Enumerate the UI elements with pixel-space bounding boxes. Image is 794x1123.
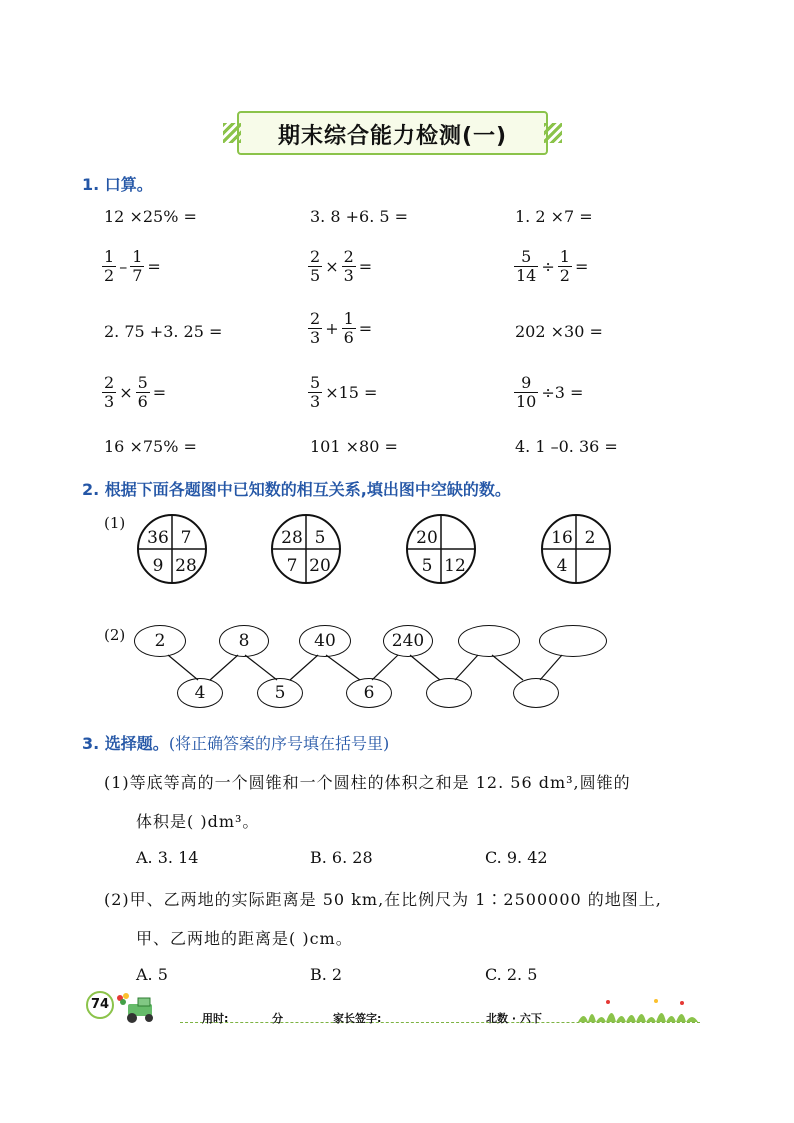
q3-title: 选择题。: [104, 734, 169, 753]
q1-title: 口算。: [104, 175, 153, 194]
fraction: $\frac{1}{6}$: [343, 309, 354, 347]
circle-cell: 9: [152, 556, 164, 576]
q1-item-r5c2: 101 ×80 =: [310, 437, 398, 456]
circle-cell: 4: [556, 556, 568, 576]
fraction: $\frac{1}{7}$: [132, 247, 143, 285]
q1-item-r3c1: 2. 75 +3. 25 =: [104, 322, 223, 341]
q3-item2-line2: 甲、乙两地的距离是( )cm。: [136, 929, 353, 948]
fraction: $\frac{5}{3}$: [310, 373, 321, 411]
circle-cell: 7: [286, 556, 298, 576]
bottom-oval-5-blank[interactable]: [513, 678, 559, 708]
book-label: 北数 · 六下: [486, 1012, 542, 1025]
top-oval-6-blank[interactable]: [539, 625, 607, 657]
bottom-oval-1: 4: [177, 678, 223, 708]
circle-cell: 2: [584, 528, 596, 548]
q2-part2-label: (2): [104, 626, 126, 644]
q3-number: 3: [82, 734, 94, 753]
circle-cell: 36: [147, 528, 169, 548]
top-oval-1: 2: [134, 625, 186, 657]
top-oval-2: 8: [219, 625, 269, 657]
top-oval-4: 240: [383, 625, 433, 657]
bottom-oval-2: 5: [257, 678, 303, 708]
q1-item-r3c3: 202 ×30 =: [515, 322, 603, 341]
fraction: $\frac{5}{14}$: [516, 247, 537, 285]
bottom-oval-4-blank[interactable]: [426, 678, 472, 708]
q1-item-r4c1: $\frac{2}{3}$ × $\frac{5}{6}$ =: [104, 373, 167, 411]
fraction: $\frac{1}{2}$: [559, 247, 570, 285]
page-title: 期末综合能力检测(一): [277, 124, 508, 149]
circle-cell: 12: [444, 556, 466, 576]
q1-number: 1: [82, 175, 94, 194]
grass-decoration-icon: [578, 996, 702, 1024]
circle-cell: 5: [421, 556, 433, 576]
q1-item-r4c2: $\frac{5}{3}$ ×15 =: [310, 373, 378, 411]
q3-item1-line1: (1)等底等高的一个圆锥和一个圆柱的体积之和是 12. 56 dm³,圆锥的: [104, 773, 631, 792]
page-number-badge: 74: [86, 991, 114, 1019]
q3-item2-line1: (2)甲、乙两地的实际距离是 50 km,在比例尺为 1∶2500000 的地图上,: [104, 890, 662, 909]
q3-item2-option-b[interactable]: B. 2: [310, 965, 343, 984]
q1-item-r4c3: $\frac{9}{10}$ ÷3 =: [516, 373, 584, 411]
q3-heading: 3. 选择题。(将正确答案的序号填在括号里): [82, 734, 390, 753]
q1-item-r2c3: $\frac{5}{14}$ ÷ $\frac{1}{2}$ =: [516, 247, 589, 285]
q3-item1-option-a[interactable]: A. 3. 14: [136, 848, 199, 867]
q1-item-r5c1: 16 ×75% =: [104, 437, 197, 456]
q1-item-r1c2: 3. 8 +6. 5 =: [310, 207, 409, 226]
time-label: 用时:: [202, 1012, 229, 1025]
q1-item-r2c2: $\frac{2}{5}$ × $\frac{2}{3}$ =: [310, 247, 373, 285]
fraction: $\frac{2}{5}$: [310, 247, 321, 285]
circle-cell: 28: [175, 556, 197, 576]
parent-sign-label: 家长签字:: [333, 1012, 382, 1025]
fraction: $\frac{2}{3}$: [343, 247, 354, 285]
circle-cell: 16: [551, 528, 573, 548]
q1-item-r1c3: 1. 2 ×7 =: [515, 207, 593, 226]
top-oval-5-blank[interactable]: [458, 625, 520, 657]
bottom-oval-3: 6: [346, 678, 392, 708]
q1-heading: 1. 口算。: [82, 175, 153, 194]
q2-title: 根据下面各题图中已知数的相互关系,填出图中空缺的数。: [104, 480, 511, 499]
circle-cell: 7: [180, 528, 192, 548]
q1-item-r3c2: $\frac{2}{3}$ + $\frac{1}{6}$ =: [310, 309, 373, 347]
fraction: $\frac{2}{3}$: [104, 373, 115, 411]
q2-number: 2: [82, 480, 94, 499]
tractor-icon: [112, 992, 158, 1024]
fraction: $\frac{2}{3}$: [310, 309, 321, 347]
q3-item2-option-a[interactable]: A. 5: [136, 965, 168, 984]
q3-item1-option-c[interactable]: C. 9. 42: [485, 848, 548, 867]
q1-item-r5c3: 4. 1 –0. 36 =: [515, 437, 618, 456]
q3-note: (将正确答案的序号填在括号里): [168, 734, 390, 753]
circle-cell: 5: [314, 528, 326, 548]
fraction: $\frac{1}{2}$: [104, 247, 115, 285]
circle-cell: 20: [416, 528, 438, 548]
circle-cell: 28: [281, 528, 303, 548]
circle-cell: 20: [309, 556, 331, 576]
q2-part1-label: (1): [104, 514, 126, 532]
fraction: $\frac{9}{10}$: [516, 373, 537, 411]
q1-item-r1c1: 12 ×25% =: [104, 207, 197, 226]
q3-item2-option-c[interactable]: C. 2. 5: [485, 965, 538, 984]
q2-heading: 2. 根据下面各题图中已知数的相互关系,填出图中空缺的数。: [82, 480, 511, 499]
top-oval-3: 40: [299, 625, 351, 657]
minutes-label: 分: [272, 1012, 283, 1025]
q3-item1-option-b[interactable]: B. 6. 28: [310, 848, 373, 867]
q3-item1-line2: 体积是( )dm³。: [136, 812, 260, 831]
q1-item-r2c1: $\frac{1}{2}$ – $\frac{1}{7}$ =: [104, 247, 161, 285]
fraction: $\frac{5}{6}$: [137, 373, 148, 411]
